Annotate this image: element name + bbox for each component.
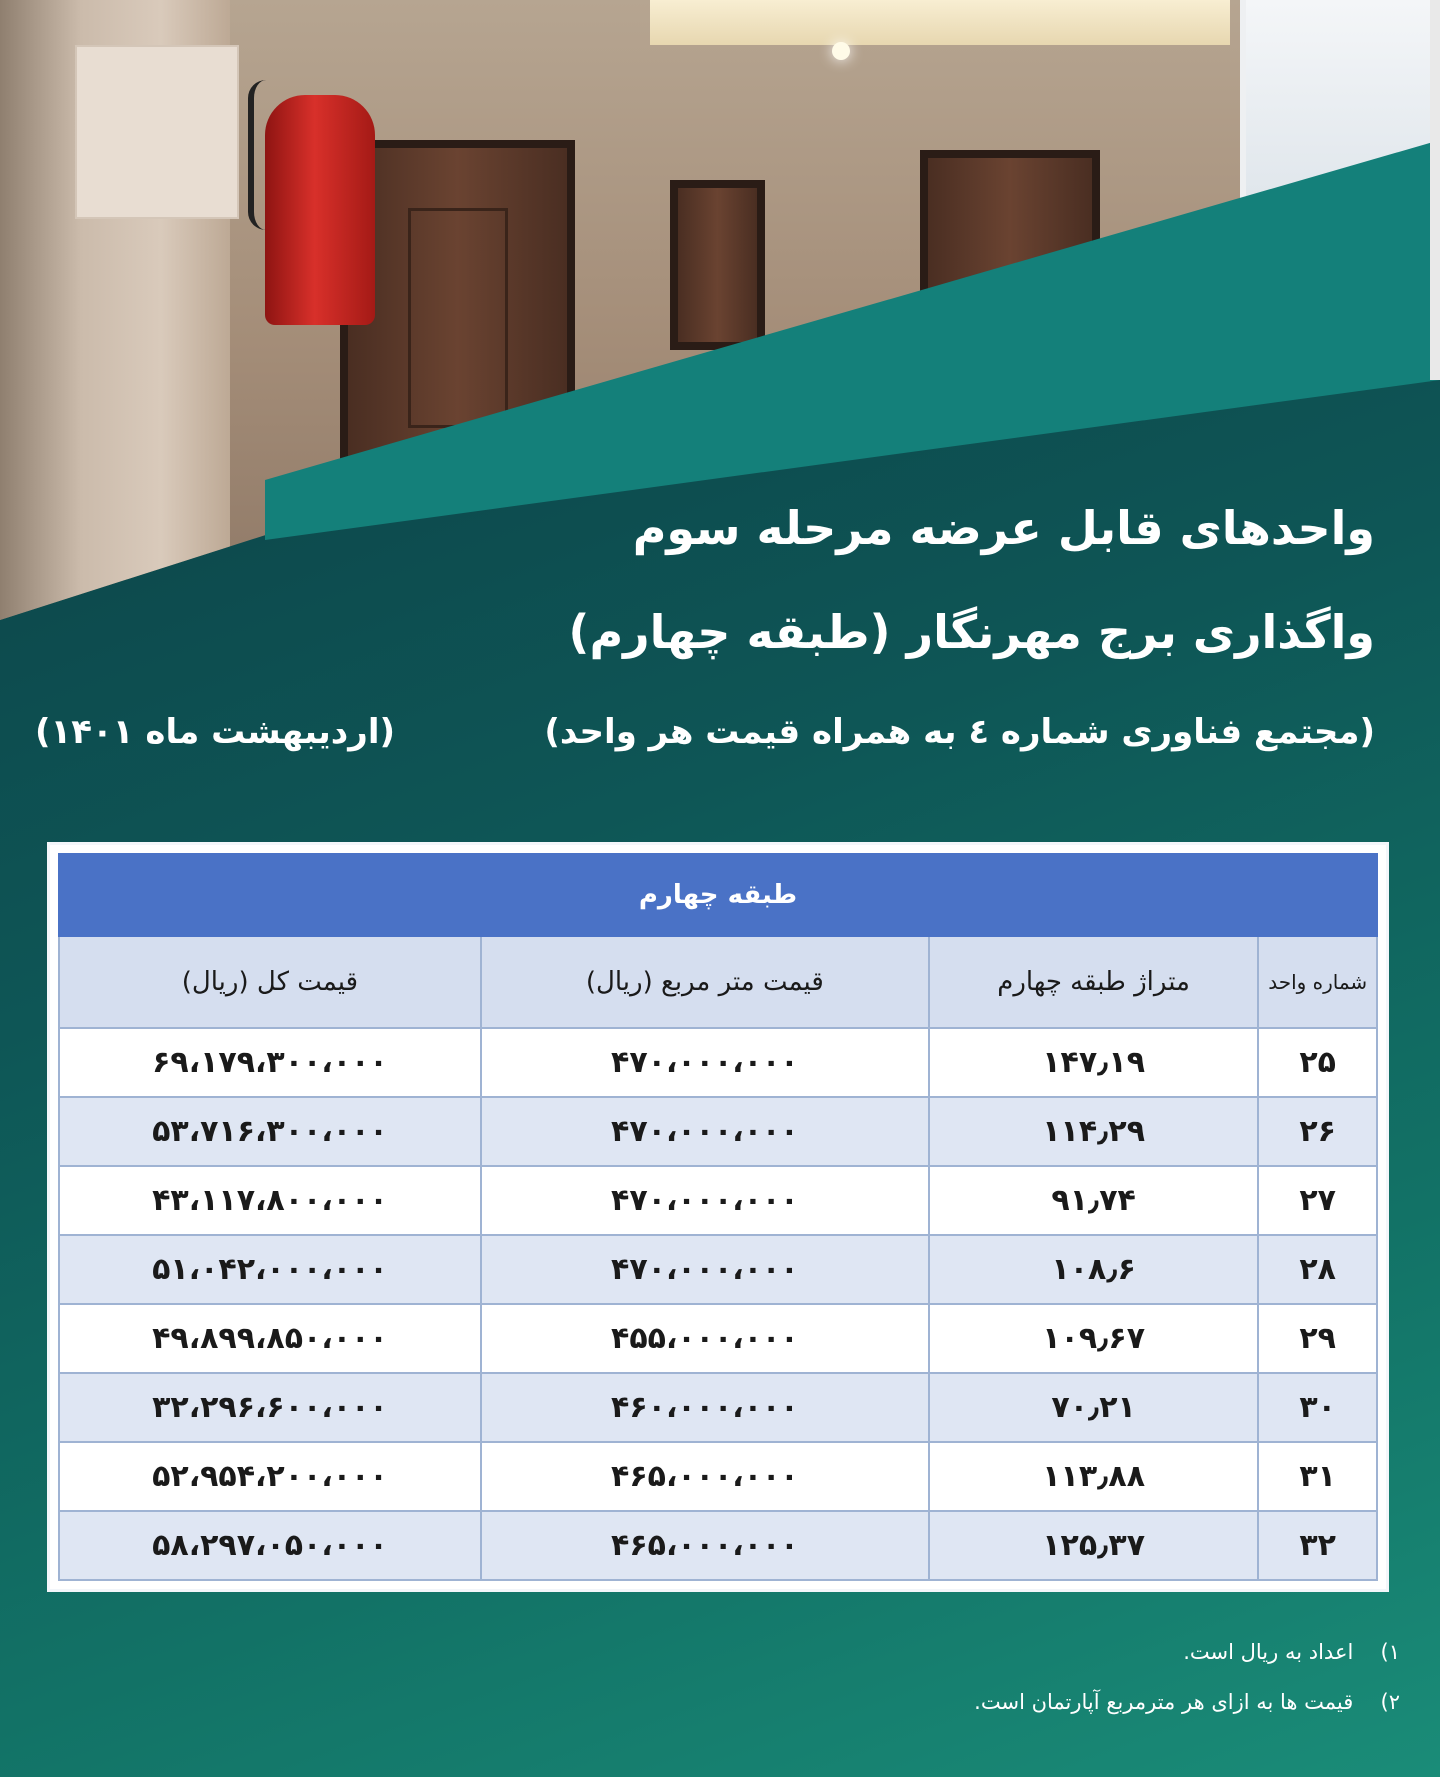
cell-total-price: ۴۹،۸۹۹،۸۵۰،۰۰۰ <box>59 1304 481 1373</box>
footnote <box>974 1690 1400 1714</box>
cell-area: ۱۲۵٫۳۷ <box>929 1511 1259 1580</box>
header-price-per-m2: قیمت متر مربع (ریال) <box>481 936 929 1028</box>
table-row <box>59 1235 1377 1304</box>
cell-unit: ۳۱ <box>1258 1442 1377 1511</box>
subtitle-row <box>35 712 1375 762</box>
table-row <box>59 1097 1377 1166</box>
cell-area: ۹۱٫۷۴ <box>929 1166 1259 1235</box>
cell-unit: ۲۸ <box>1258 1235 1377 1304</box>
table-row <box>59 1166 1377 1235</box>
scrollbar-edge <box>1430 0 1440 380</box>
cell-area: ۱۰۸٫۶ <box>929 1235 1259 1304</box>
cell-area: ۱۱۳٫۸۸ <box>929 1442 1259 1511</box>
header-unit: شماره واحد <box>1258 936 1377 1028</box>
cell-unit: ۲۵ <box>1258 1028 1377 1097</box>
cell-area: ۱۴۷٫۱۹ <box>929 1028 1259 1097</box>
subtitle: (مجتمع فناوری شماره ٤ به همراه قیمت هر واحد) <box>544 712 1375 752</box>
cell-price-per-m2: ۴۵۵،۰۰۰،۰۰۰ <box>481 1304 929 1373</box>
table-row <box>59 1028 1377 1097</box>
cell-total-price: ۶۹،۱۷۹،۳۰۰،۰۰۰ <box>59 1028 481 1097</box>
fire-extinguisher <box>265 95 375 325</box>
header-total-price: قیمت کل (ریال) <box>59 936 481 1028</box>
cell-unit: ۲۹ <box>1258 1304 1377 1373</box>
cell-price-per-m2: ۴۷۰،۰۰۰،۰۰۰ <box>481 1097 929 1166</box>
cell-unit: ۲۷ <box>1258 1166 1377 1235</box>
footnote-text: قیمت ها به ازای هر مترمربع آپارتمان است. <box>974 1690 1354 1714</box>
apartment-door <box>670 180 765 350</box>
cell-price-per-m2: ۴۶۰،۰۰۰،۰۰۰ <box>481 1373 929 1442</box>
cell-price-per-m2: ۴۷۰،۰۰۰،۰۰۰ <box>481 1166 929 1235</box>
title-line-2: واگذاری برج مهرنگار (طبقه چهارم) <box>568 605 1375 659</box>
cell-price-per-m2: ۴۷۰،۰۰۰،۰۰۰ <box>481 1028 929 1097</box>
footnotes <box>974 1640 1400 1740</box>
footnote-number: ۲) <box>1380 1690 1400 1714</box>
cell-unit: ۳۲ <box>1258 1511 1377 1580</box>
price-table-container <box>47 842 1389 1592</box>
door-panel <box>408 208 508 428</box>
table-row <box>59 1373 1377 1442</box>
table-row <box>59 1442 1377 1511</box>
ceiling-panel <box>650 0 1230 45</box>
price-table <box>58 853 1378 1581</box>
cell-area: ۱۰۹٫۶۷ <box>929 1304 1259 1373</box>
cell-unit: ۳۰ <box>1258 1373 1377 1442</box>
cell-price-per-m2: ۴۷۰،۰۰۰،۰۰۰ <box>481 1235 929 1304</box>
title-line-1: واحدهای قابل عرضه مرحله سوم <box>632 501 1375 555</box>
cell-total-price: ۵۳،۷۱۶،۳۰۰،۰۰۰ <box>59 1097 481 1166</box>
cell-area: ۱۱۴٫۲۹ <box>929 1097 1259 1166</box>
footnote-number: ۱) <box>1380 1640 1400 1664</box>
cell-total-price: ۵۸،۲۹۷،۰۵۰،۰۰۰ <box>59 1511 481 1580</box>
wall-tile <box>75 45 239 219</box>
cell-area: ۷۰٫۲۱ <box>929 1373 1259 1442</box>
cell-total-price: ۴۳،۱۱۷،۸۰۰،۰۰۰ <box>59 1166 481 1235</box>
cell-price-per-m2: ۴۶۵،۰۰۰،۰۰۰ <box>481 1511 929 1580</box>
table-row <box>59 1304 1377 1373</box>
cell-unit: ۲۶ <box>1258 1097 1377 1166</box>
cell-total-price: ۳۲،۲۹۶،۶۰۰،۰۰۰ <box>59 1373 481 1442</box>
date-label: (اردیبهشت ماه ۱۴۰۱) <box>35 712 396 752</box>
footnote-text: اعداد به ریال است. <box>1183 1640 1354 1664</box>
cell-total-price: ۵۲،۹۵۴،۲۰۰،۰۰۰ <box>59 1442 481 1511</box>
cell-total-price: ۵۱،۰۴۲،۰۰۰،۰۰۰ <box>59 1235 481 1304</box>
cell-price-per-m2: ۴۶۵،۰۰۰،۰۰۰ <box>481 1442 929 1511</box>
title-block <box>568 500 1375 708</box>
table-caption: طبقه چهارم <box>59 854 1377 936</box>
footnote <box>974 1640 1400 1664</box>
header-area: متراژ طبقه چهارم <box>929 936 1259 1028</box>
table-row <box>59 1511 1377 1580</box>
ceiling-light <box>832 42 850 60</box>
